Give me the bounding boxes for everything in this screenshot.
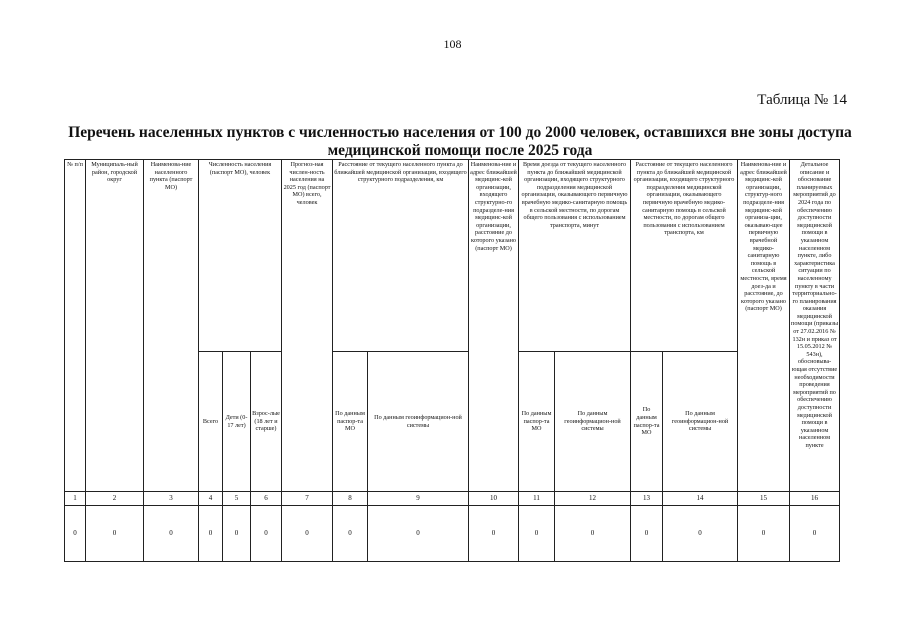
column-number: 15: [738, 492, 790, 506]
header-col-description: Детальное описание и обоснование планируемых мероприятий до 2024 года по обеспечению доступности медицинской помощи в указанном населенном пункте, либо характеристика ситуации по населенному пункту в части территориально-го планирования оказания медицинской помощи (приказы от 27.02.2016 № 132н и приказ от 15.05.2012 № 543н), обосновыва-ющая отсутствие необходимости проведения мероприятий по обеспечению доступности медицинской помощи в указанном населенном пункте: [790, 160, 840, 492]
header-distance-gis: По данным геоинформацион-ной системы: [368, 352, 469, 492]
column-number: 4: [199, 492, 223, 506]
column-number: 6: [251, 492, 282, 506]
table-row: [65, 506, 840, 562]
column-number: 2: [86, 492, 144, 506]
column-number: 7: [282, 492, 333, 506]
column-number-row: [65, 492, 840, 506]
document-title: Перечень населенных пунктов с численностью населения от 100 до 2000 человек, оставшихся вне зоны доступа медицинской помощи после 2025 года: [68, 124, 852, 159]
header-total: Всего: [199, 352, 223, 492]
header-col-road-distance: Расстояние от текущего населенного пункта до ближайшей медицинской организации, входящего структурного подразделения медицинской организации, оказывающего первичную врачебную медико-санитарную помощь в сельской местности, по дорогам общего пользования с использованием транспорта, км: [631, 160, 738, 352]
table-cell: 0: [65, 506, 86, 562]
table-cell: 0: [86, 506, 144, 562]
table-cell: 0: [368, 506, 469, 562]
table-cell: 0: [199, 506, 223, 562]
column-number: 9: [368, 492, 469, 506]
column-number: 8: [333, 492, 368, 506]
header-col-settlement: Наименова-ние населенного пункта (паспорт МО): [144, 160, 199, 492]
page-number: 108: [443, 37, 462, 51]
table-cell: 0: [223, 506, 251, 562]
table-cell: 0: [333, 506, 368, 562]
table-cell: 0: [519, 506, 555, 562]
header-col-number: № п/п: [65, 160, 86, 492]
header-col-nearest-org: Наименова-ние и адрес ближайшей медицинс-кой организации, входящего структурно-го подразделе-ния медицинс-кой организации, расстояние до которого указано (паспорт МО): [469, 160, 519, 492]
column-number: 3: [144, 492, 199, 506]
header-road-passport: По данным паспор-та МО: [631, 352, 663, 492]
table-cell: 0: [663, 506, 738, 562]
column-number: 12: [555, 492, 631, 506]
header-road-gis: По данным геоинформацион-ной системы: [663, 352, 738, 492]
column-number: 1: [65, 492, 86, 506]
column-number: 13: [631, 492, 663, 506]
table-cell: 0: [469, 506, 519, 562]
header-time-passport: По данным паспор-та МО: [519, 352, 555, 492]
header-distance-passport: По данным паспор-та МО: [333, 352, 368, 492]
header-time-gis: По данным геоинформацион-ной системы: [555, 352, 631, 492]
table-cell: 0: [555, 506, 631, 562]
table-cell: 0: [738, 506, 790, 562]
header-col-forecast: Прогноз-ная числен-ность населения на 2025 год (паспорт МО) всего, человек: [282, 160, 333, 492]
column-number: 14: [663, 492, 738, 506]
column-number: 10: [469, 492, 519, 506]
column-number: 16: [790, 492, 840, 506]
header-children: Дети (0-17 лет): [223, 352, 251, 492]
header-col-travel-time: Время доезда от текущего населенного пункта до ближайшей медицинской организации, входящего структурного подразделения медицинской организации, оказывающего первичную врачебную медико-санитарную помощь в сельской местности, по дорогам общего пользования с использованием транспорта, минут: [519, 160, 631, 352]
table-cell: 0: [282, 506, 333, 562]
header-row-top: [65, 160, 840, 352]
header-adults: Взрос-лые (18 лет и старше): [251, 352, 282, 492]
table-cell: 0: [144, 506, 199, 562]
column-number: 11: [519, 492, 555, 506]
settlements-table: [64, 159, 840, 562]
header-col-population: Численность населения (паспорт МО), человек: [199, 160, 282, 352]
header-col-primary-care-org: Наименова-ние и адрес ближайшей медицинс-кой организации, структур-ного подразделе-ния медицинс-кой организа-ции, оказываю-щее первичную врачебной медико-санитарную помощь в сельской местности, время доез-да и расстояние, до которого указано (паспорт МО): [738, 160, 790, 492]
column-number: 5: [223, 492, 251, 506]
table-label: Таблица № 14: [757, 92, 847, 108]
header-col-district: Муниципаль-ный район, городской округ: [86, 160, 144, 492]
table-cell: 0: [251, 506, 282, 562]
header-col-distance: Расстояние от текущего населенного пункта до ближайшей медицинской организации, входящего структурного подразделения, км: [333, 160, 469, 352]
table-cell: 0: [790, 506, 840, 562]
table-cell: 0: [631, 506, 663, 562]
